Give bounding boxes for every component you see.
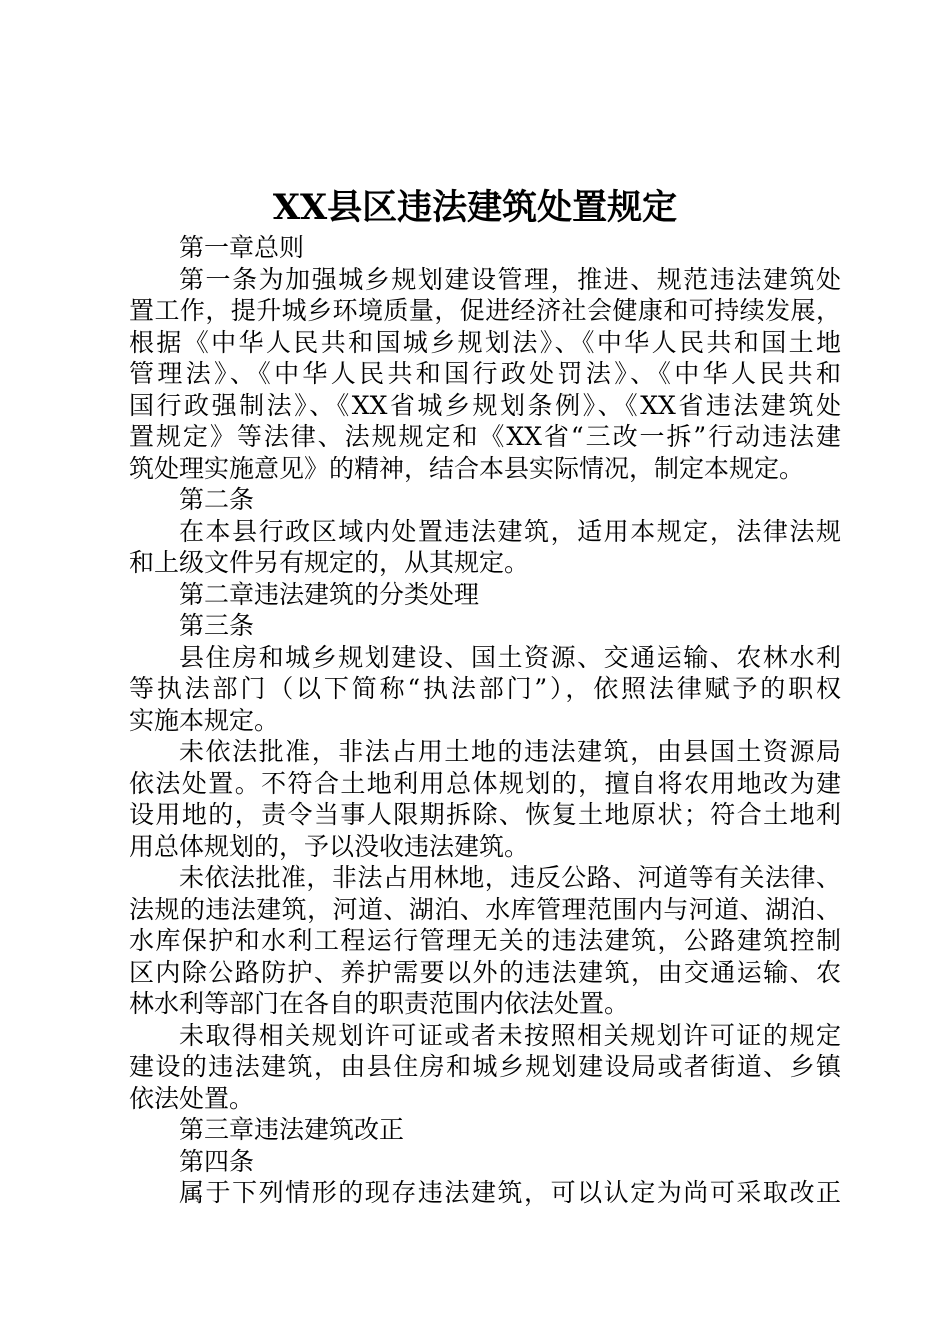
text-line: 第二章违法建筑的分类处理 <box>179 579 480 609</box>
text-line: 县住房和城乡规划建设、国土资源、交通运输、农林水利 <box>179 642 841 672</box>
text-line: 实施本规定。 <box>129 705 280 735</box>
text-line: 第二条 <box>179 485 255 514</box>
text-line: 水库保护和水利工程运行管理无关的违法建筑，公路建筑控制 <box>129 926 841 955</box>
text-line: 法规的违法建筑，河道、湖泊、水库管理范围内与河道、湖泊、 <box>129 894 841 924</box>
text-line: 建设的违法建筑，由县住房和城乡规划建设局或者街道、乡镇 <box>129 1052 841 1081</box>
text-line: 根据《中华人民共和国城乡规划法》、《中华人民共和国土地 <box>129 327 841 357</box>
text-line: 第一章总则 <box>179 233 305 262</box>
text-line: 和上级文件另有规定的，从其规定。 <box>129 548 530 577</box>
text-line: 筑处理实施意见》的精神，结合本县实际情况，制定本规定。 <box>129 453 805 483</box>
text-line: 等执法部门（以下简称“执法部门”），依照法律赋予的职权 <box>129 674 841 703</box>
document-body <box>129 232 841 1209</box>
text-line: 未依法批准，非法占用土地的违法建筑，由县国土资源局 <box>179 737 841 766</box>
text-line: 置规定》等法律、法规规定和《XX省“三改一拆”行动违法建 <box>129 422 841 451</box>
text-line: 区内除公路防护、养护需要以外的违法建筑，由交通运输、农 <box>129 957 841 987</box>
text-line: 林水利等部门在各自的职责范围内依法处置。 <box>129 989 630 1018</box>
text-line: 未依法批准，非法占用林地，违反公路、河道等有关法律、 <box>179 863 841 892</box>
text-line: 依法处置。不符合土地利用总体规划的，擅自将农用地改为建 <box>129 768 841 798</box>
text-line: 用总体规划的，予以没收违法建筑。 <box>129 831 530 861</box>
text-line: 第三条 <box>179 611 255 640</box>
text-line: 置工作，提升城乡环境质量，促进经济社会健康和可持续发展， <box>129 296 841 325</box>
text-line: 国行政强制法》、《XX省城乡规划条例》、《XX省违法建筑处 <box>129 390 841 420</box>
text-line: 第一条为加强城乡规划建设管理，推进、规范违法建筑处 <box>179 264 841 294</box>
text-line: 在本县行政区域内处置违法建筑，适用本规定，法律法规 <box>179 516 841 546</box>
text-line: 第四条 <box>179 1146 255 1176</box>
text-line: 未取得相关规划许可证或者未按照相关规划许可证的规定 <box>179 1020 841 1050</box>
text-line: 依法处置。 <box>129 1083 255 1113</box>
text-line: 第三章违法建筑改正 <box>179 1115 405 1144</box>
text-line: 管理法》、《中华人民共和国行政处罚法》、《中华人民共和 <box>129 359 841 388</box>
text-line: 设用地的，责令当事人限期拆除、恢复土地原状；符合土地利 <box>129 800 841 829</box>
text-line: 属于下列情形的现存违法建筑，可以认定为尚可采取改正 <box>179 1178 841 1207</box>
document-title: XX县区违法建筑处置规定 <box>272 187 678 228</box>
